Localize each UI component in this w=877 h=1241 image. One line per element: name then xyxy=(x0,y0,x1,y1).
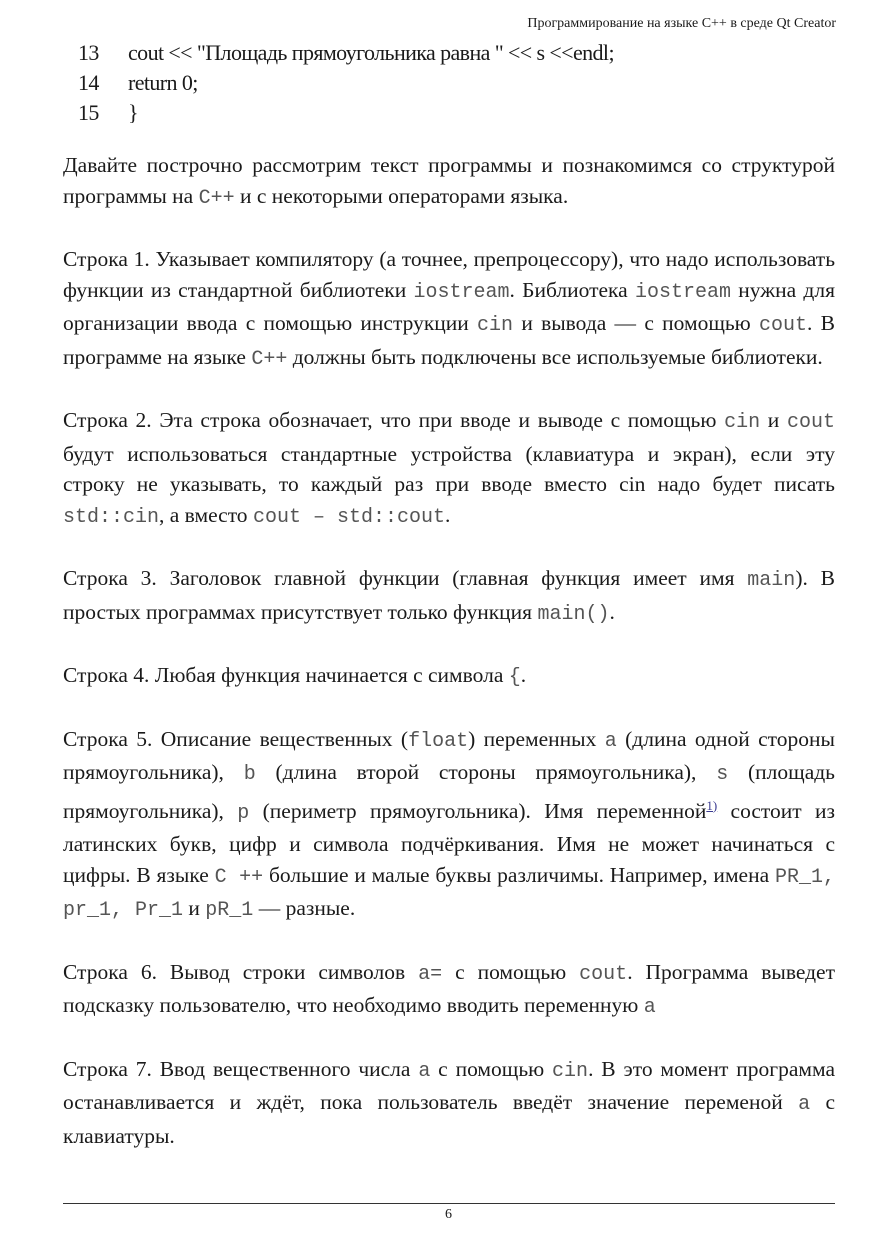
paragraph-line-2: Строка 2. Эта строка обозначает, что при вводе и выводе с помощью cin и cout будут использоваться стандартные устройства (клавиатура и экран), если эту строку не указывать, то каждый раз при вводе вместо cin надо будет писать std::cin, а вместо cout – std::cout. xyxy=(63,408,835,529)
running-header: Программирование на языке C++ в среде Qt Creator xyxy=(527,16,836,31)
footer-divider xyxy=(63,1203,835,1204)
page-body xyxy=(63,150,835,1181)
code-line xyxy=(78,38,614,68)
paragraph-line-6: Строка 6. Вывод строки символов a= с помощью cout. Программа выведет подсказку пользователю, что необходимо вводить переменную a xyxy=(63,959,835,1020)
code-line xyxy=(78,98,614,128)
page-number: 6 xyxy=(445,1207,452,1222)
code-text: return 0; xyxy=(128,70,198,95)
paragraph-line-5: Строка 5. Описание вещественных (float) переменных a (длина одной стороны прямоугольника), b (длина второй стороны прямоугольника), s (площадь прямоугольника), p (периметр прямоугольника). Имя переменной$^{1)}$ состоит из латинских букв, цифр и символа подчёркивания. Имя не может начинаться с цифры. В языке C ++ большие и малые буквы различимы. Например, имена PR_1, pr_1, Pr_1 и pR_1 — разные. xyxy=(63,726,835,923)
code-listing xyxy=(78,38,614,128)
paragraph-line-1: Строка 1. Указывает компилятору (а точнее, препроцессору), что надо использовать функции из стандартной библиотеки iostream. Библиотека iostream нужна для организации ввода с помощью инструкции cin и вывода — с помощью cout. В программе на языке C++ должны быть подключены все используемые библиотеки. xyxy=(63,247,835,371)
paragraph-line-4: Строка 4. Любая функция начинается с символа {. xyxy=(63,663,527,689)
paragraph-intro: Давайте построчно рассмотрим текст программы и познакомимся со структурой программы на C++ и с некоторыми операторами языка. xyxy=(63,153,835,210)
code-text: cout << "Площадь прямоугольника равна " << s <<endl; xyxy=(128,40,614,65)
code-text: } xyxy=(128,100,138,125)
paragraph-line-7: Строка 7. Ввод вещественного числа a с помощью cin. В это момент программа останавливается и ждёт, пока пользователь введёт значение переменой a с клавиатуры. xyxy=(63,1056,836,1148)
line-number: 13 xyxy=(78,40,99,65)
footnote-link[interactable]: 1) xyxy=(706,797,718,813)
line-number: 15 xyxy=(78,100,99,125)
code-line xyxy=(78,68,614,98)
paragraph-line-3: Строка 3. Заголовок главной функции (главная функция имеет имя main). В простых программах присутствует только функция main(). xyxy=(63,566,835,626)
line-number: 14 xyxy=(78,70,99,95)
